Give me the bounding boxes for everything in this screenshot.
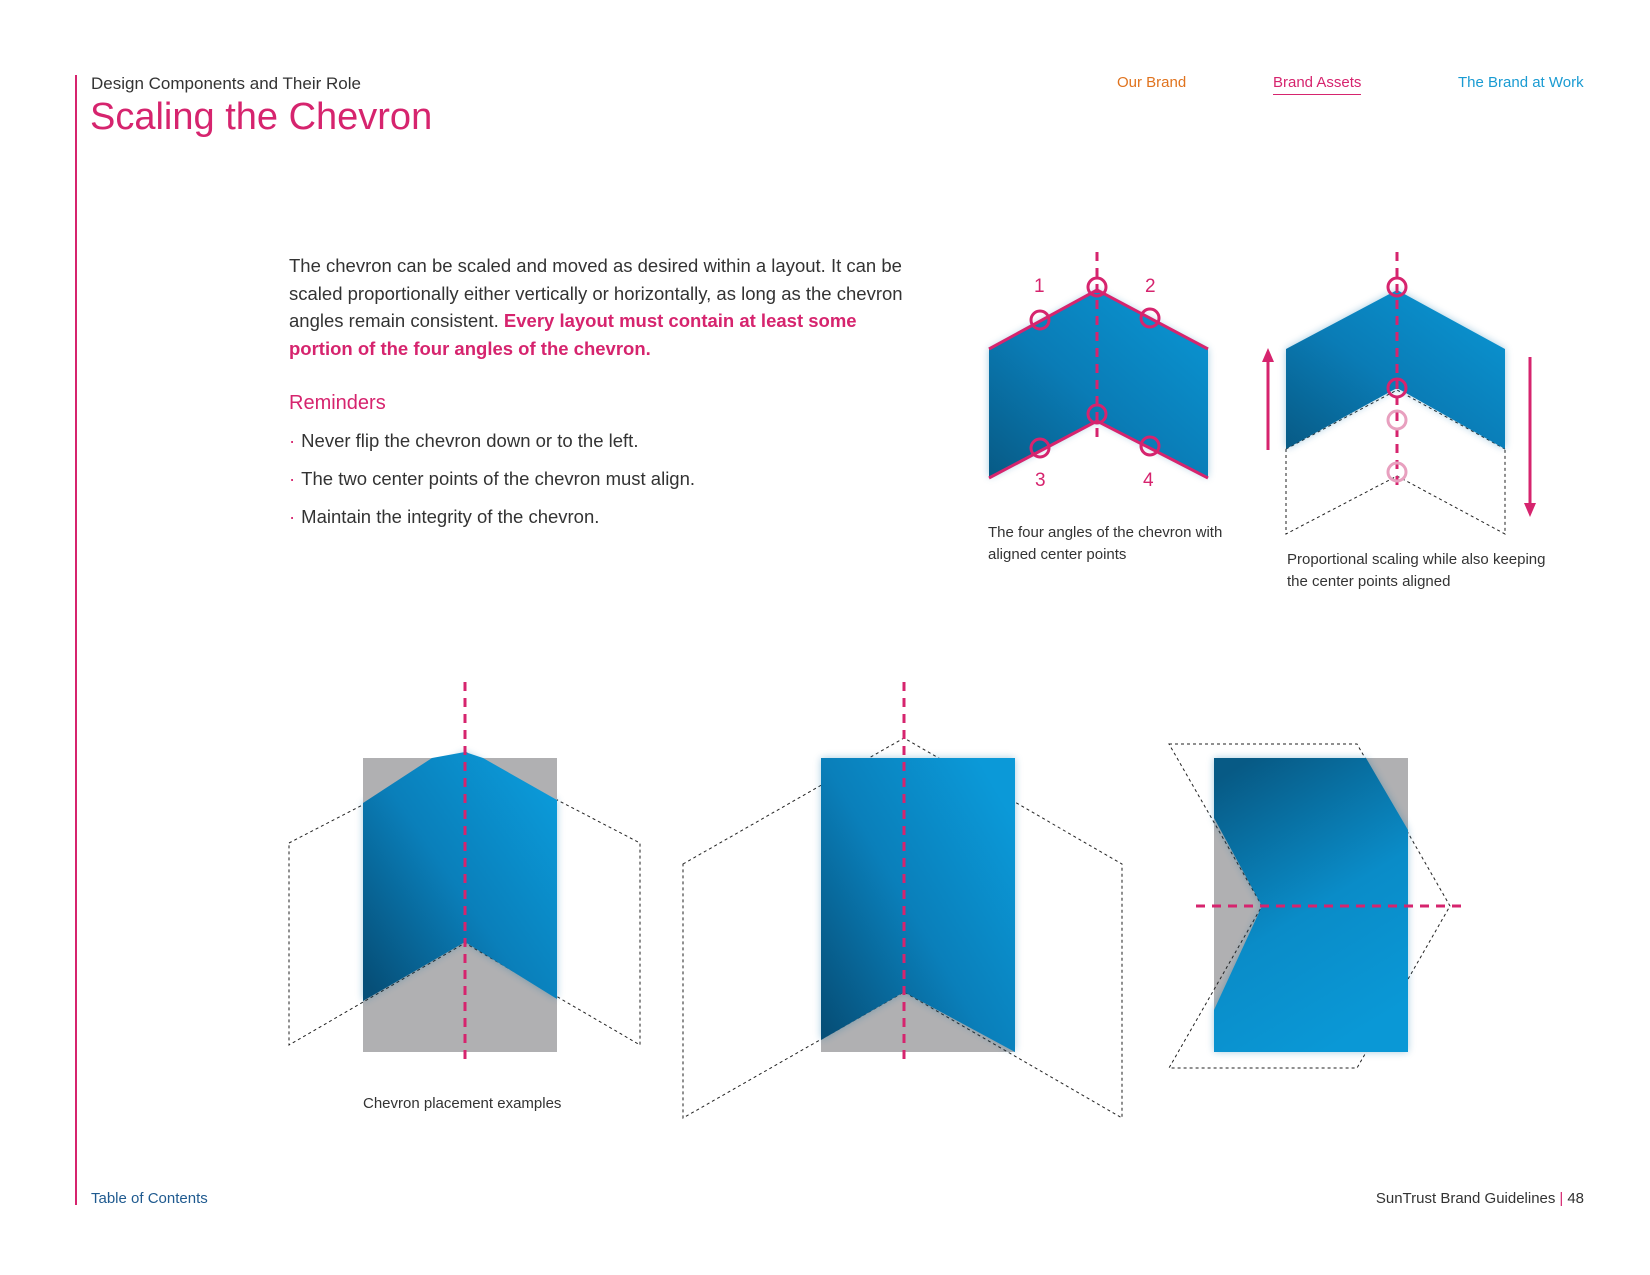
angle-number-3: 3 — [1035, 470, 1046, 491]
angle-number-4: 4 — [1143, 470, 1154, 491]
reminder-text: Maintain the integrity of the chevron. — [301, 506, 600, 527]
bullet-dot: · — [289, 430, 296, 451]
placement-example-1 — [289, 682, 640, 1066]
page-title: Scaling the Chevron — [90, 96, 433, 138]
angle-number-2: 2 — [1145, 276, 1156, 297]
bullet-dot: · — [289, 506, 296, 527]
table-of-contents-link[interactable]: Table of Contents — [91, 1190, 208, 1207]
caption-placement: Chevron placement examples — [363, 1095, 562, 1112]
footer-page-info — [1376, 1190, 1584, 1207]
placement-example-2 — [683, 682, 1122, 1118]
footer-brand: SunTrust Brand Guidelines — [1375, 1190, 1556, 1207]
nav-brand-at-work[interactable]: The Brand at Work — [1458, 74, 1584, 91]
reminder-text: The two center points of the chevron must align. — [301, 468, 696, 489]
angle-number-1: 1 — [1034, 276, 1045, 297]
nav-our-brand[interactable]: Our Brand — [1117, 74, 1187, 91]
caption-scaling: Proportional scaling while also keeping the center points aligned — [1287, 551, 1546, 590]
reminders-heading: Reminders — [289, 392, 386, 414]
chevron-scaling-figure — [1262, 252, 1536, 534]
bullet-dot: · — [289, 468, 296, 489]
chevron-angles-figure — [989, 252, 1208, 478]
intro-text: The chevron can be scaled and moved as desired within a layout. It can be scaled proportionally either vertically or horizontally, as long as the chevron angles remain consistent. — [289, 255, 903, 331]
reminder-text: Never flip the chevron down or to the left. — [301, 430, 639, 451]
intro-emphasis: Every layout must contain at least some portion of the four angles of the chevron. — [289, 310, 857, 359]
placement-example-3 — [1169, 744, 1468, 1068]
nav-brand-assets[interactable]: Brand Assets — [1273, 74, 1361, 95]
footer-separator: | — [1559, 1190, 1564, 1207]
page-number: 48 — [1567, 1190, 1584, 1207]
caption-angles: The four angles of the chevron with aligned center points — [988, 524, 1223, 563]
section-label: Design Components and Their Role — [91, 74, 361, 93]
arrow-up-icon — [1262, 348, 1274, 362]
arrow-down-icon — [1524, 503, 1536, 517]
